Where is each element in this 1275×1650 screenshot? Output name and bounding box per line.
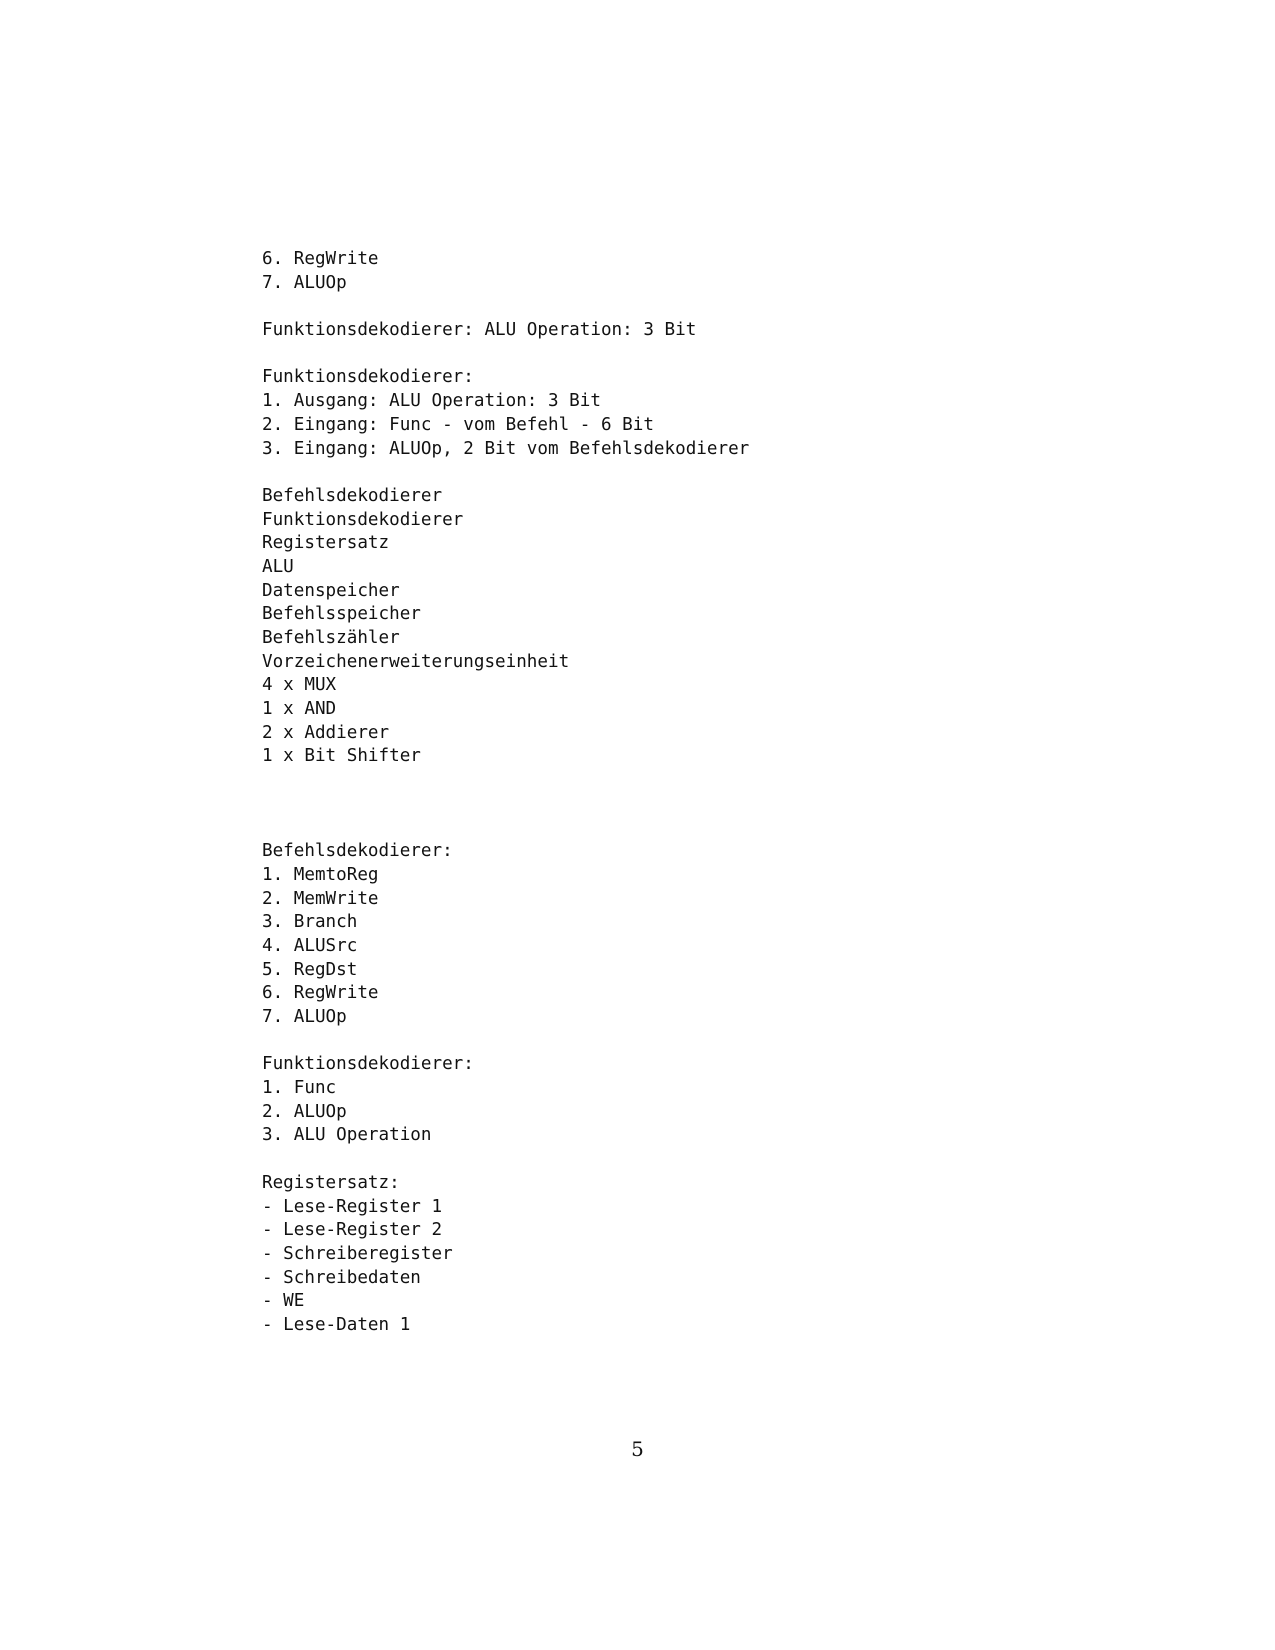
text-line: 1 x Bit Shifter [262,746,421,767]
text-line: 2. Eingang: Func - vom Befehl - 6 Bit [262,414,654,435]
text-line: Datenspeicher [262,580,400,601]
text-line: 7. ALUOp [262,272,347,293]
text-line: 7. ALUOp [262,1007,347,1028]
text-line: - Lese-Register 2 [262,1220,443,1241]
text-line: 3. Branch [262,912,358,933]
paragraph-spacer [262,343,1022,367]
paragraph-spacer [262,1148,1022,1172]
text-block-registersatz-ports [262,1172,1022,1338]
paragraph-spacer [262,769,1022,840]
text-line: Vorzeichenerweiterungseinheit [262,651,570,672]
page-number: 5 [631,1437,644,1461]
text-line: 4. ALUSrc [262,935,358,956]
text-line: Funktionsdekodierer [262,509,464,530]
text-line: 1. Ausgang: ALU Operation: 3 Bit [262,391,601,412]
text-line: - Schreiberegister [262,1243,453,1264]
text-line: - Lese-Daten 1 [262,1314,411,1335]
text-line: ALU [262,556,294,577]
text-block-befehlsdekodierer-signals [262,840,1022,1030]
text-line: Befehlsspeicher [262,604,421,625]
text-line: Funktionsdekodierer: [262,1054,474,1075]
text-line: Befehlszähler [262,628,400,648]
text-block-funktionsdekodierer-io [262,366,1022,461]
text-line: - Lese-Register 1 [262,1196,443,1217]
text-line: Registersatz [262,533,390,554]
text-line: - Schreibedaten [262,1267,421,1288]
paragraph-spacer [262,461,1022,485]
text-line: 2. MemWrite [262,888,379,909]
document-text-body [262,248,1022,1338]
text-line: Funktionsdekodierer: [262,367,474,388]
text-line: 3. Eingang: ALUOp, 2 Bit vom Befehlsdekodierer [262,438,750,459]
text-line: Funktionsdekodierer: ALU Operation: 3 Bit [262,320,697,341]
text-line: 2. ALUOp [262,1101,347,1122]
text-block-funktionsdekodierer-signals [262,1053,1022,1148]
text-line: Befehlsdekodierer: [262,841,453,862]
text-line: 6. RegWrite [262,249,379,269]
text-block-funktionsdekodierer-summary [262,319,1022,343]
text-line: 6. RegWrite [262,983,379,1004]
text-block-component-list [262,485,1022,769]
text-line: 1. MemtoReg [262,864,379,885]
text-line: 3. ALU Operation [262,1125,432,1146]
text-line: 5. RegDst [262,959,358,980]
text-block-control-signals-continued [262,248,1022,295]
text-line: 4 x MUX [262,675,337,696]
text-line: 1. Func [262,1078,337,1099]
text-line: Befehlsdekodierer [262,485,443,506]
text-line: 1 x AND [262,699,337,720]
text-line: 2 x Addierer [262,722,390,743]
text-line: - WE [262,1291,305,1312]
paragraph-spacer [262,1030,1022,1054]
text-line: Registersatz: [262,1172,400,1193]
paragraph-spacer [262,295,1022,319]
